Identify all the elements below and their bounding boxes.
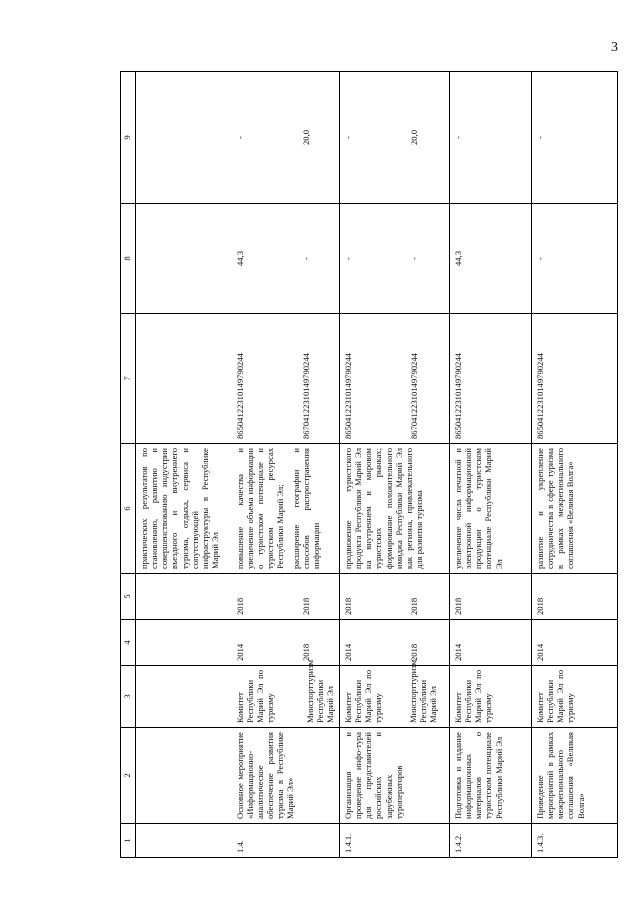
row-name: Организация и проведение инфо-тура для представителей российских и зарубежных туроператоров [340, 728, 450, 824]
row-end: 2018 [450, 574, 532, 620]
start-year: 2014 [234, 643, 245, 661]
row-end: 2018 [532, 574, 618, 620]
header-cell: 3 [121, 666, 136, 728]
continuation-text: практических результатов по становлению, развитию и совершенствованию индустрии въездного и внутреннего туризма, отдыха, сервиса и сопутствующей инфраструктуры в Республике Марий Эл [136, 444, 232, 574]
executor: Минспорттуризм Республики Марий Эл [407, 659, 438, 723]
row-executors: Комитет Республики Марий Эл по туризму [532, 666, 618, 728]
header-cell: 5 [121, 574, 136, 620]
row-col9 [340, 72, 450, 204]
value-col8: - [300, 257, 311, 260]
budget-code: 86504122310149790244 [343, 353, 353, 439]
row-results: развитие и укрепление сотрудничества в сфере туризма в рамках межрегионального соглашения «Великая Волга» [532, 444, 618, 574]
page-number: 3 [611, 40, 618, 55]
row-results [340, 444, 450, 574]
header-cell: 7 [121, 314, 136, 444]
row-col9 [232, 72, 340, 204]
row-results: увеличение числа печатной и электронной информационной продукции о туристском потенциале Республики Марий Эл [450, 444, 532, 574]
end-year: 2018 [234, 597, 245, 615]
start-year: 2018 [409, 643, 420, 661]
header-cell: 1 [121, 824, 136, 858]
row-number: 1.4. [232, 824, 340, 858]
result-text: расширение географии и способов распространения информации [291, 448, 322, 569]
header-cell: 8 [121, 204, 136, 314]
value-col9: 20,0 [409, 129, 420, 146]
value-col8: 44,3 [234, 250, 245, 267]
row-start: 2014 [450, 620, 532, 666]
table-row [532, 72, 618, 858]
value-col8: - [343, 257, 353, 260]
value-col9: - [343, 136, 353, 139]
row-codes: 86504122310149790244 [532, 314, 618, 444]
header-cell: 2 [121, 728, 136, 824]
end-year: 2018 [409, 597, 420, 615]
row-col8: 44,3 [450, 204, 532, 314]
row-executors [232, 659, 340, 728]
start-year: 2018 [300, 643, 311, 661]
end-year: 2018 [343, 597, 353, 615]
row-col8 [340, 204, 450, 314]
executor: Минспорттуризм Республики Марий Эл [305, 659, 336, 723]
program-table [120, 71, 618, 858]
value-col9: 20,0 [300, 129, 311, 146]
row-col9: - [450, 72, 532, 204]
row-start [340, 620, 450, 666]
row-name: Подготовка и издание информационных материалов о туристском потенциале Республики Марий Эл [450, 728, 532, 824]
row-col8: - [532, 204, 618, 314]
result-text: повышение качества и увеличение объема информации о туристском потенциале и туристском ресурсах Республики Марий Эл; [234, 448, 286, 569]
header-cell: 6 [121, 444, 136, 574]
row-start [232, 620, 340, 666]
row-number: 1.4.2. [450, 824, 532, 858]
row-executors [340, 659, 450, 728]
row-col8 [232, 204, 340, 314]
table-row [450, 72, 532, 858]
budget-code: 86704122310149790244 [409, 353, 420, 439]
header-row [121, 72, 136, 858]
row-codes [340, 314, 450, 444]
executor: Комитет Республики Марий Эл по туризму [234, 670, 275, 723]
row-codes: 86504122310149790244 [450, 314, 532, 444]
header-cell: 9 [121, 72, 136, 204]
value-col9: - [234, 136, 245, 139]
value-col8: - [409, 257, 420, 260]
row-end [340, 574, 450, 620]
executor: Комитет Республики Марий Эл по туризму [343, 670, 384, 723]
row-end [232, 574, 340, 620]
table-row [232, 72, 340, 858]
budget-code: 86504122310149790244 [234, 353, 245, 439]
row-results [232, 444, 340, 574]
row-name: Основное мероприятие «Информационно-аналитическое обеспечение развития туризма в Республике Марий Эл» [232, 728, 340, 824]
budget-code: 86704122310149790244 [300, 353, 311, 439]
row-col9: - [532, 72, 618, 204]
rotated-table-wrapper [120, 72, 616, 858]
row-number: 1.4.3. [532, 824, 618, 858]
end-year: 2018 [300, 597, 311, 615]
table-row [340, 72, 450, 858]
row-start: 2014 [532, 620, 618, 666]
row-name: Проведение мероприятий в рамках межрегионального соглашения «Великая Волга» [532, 728, 618, 824]
start-year: 2014 [343, 643, 353, 661]
row-number: 1.4.1. [340, 824, 450, 858]
row-codes [232, 314, 340, 444]
table-row-continuation [136, 72, 232, 858]
result-text: продвижение туристского продукта Республики Марий Эл на внутреннем и мировом туристских рынках; формирование положительного имиджа Республики Марий Эл как региона, привлекательного для развития туризма [343, 448, 424, 569]
header-cell: 4 [121, 620, 136, 666]
row-executors: Комитет Республики Марий Эл по туризму [450, 666, 532, 728]
